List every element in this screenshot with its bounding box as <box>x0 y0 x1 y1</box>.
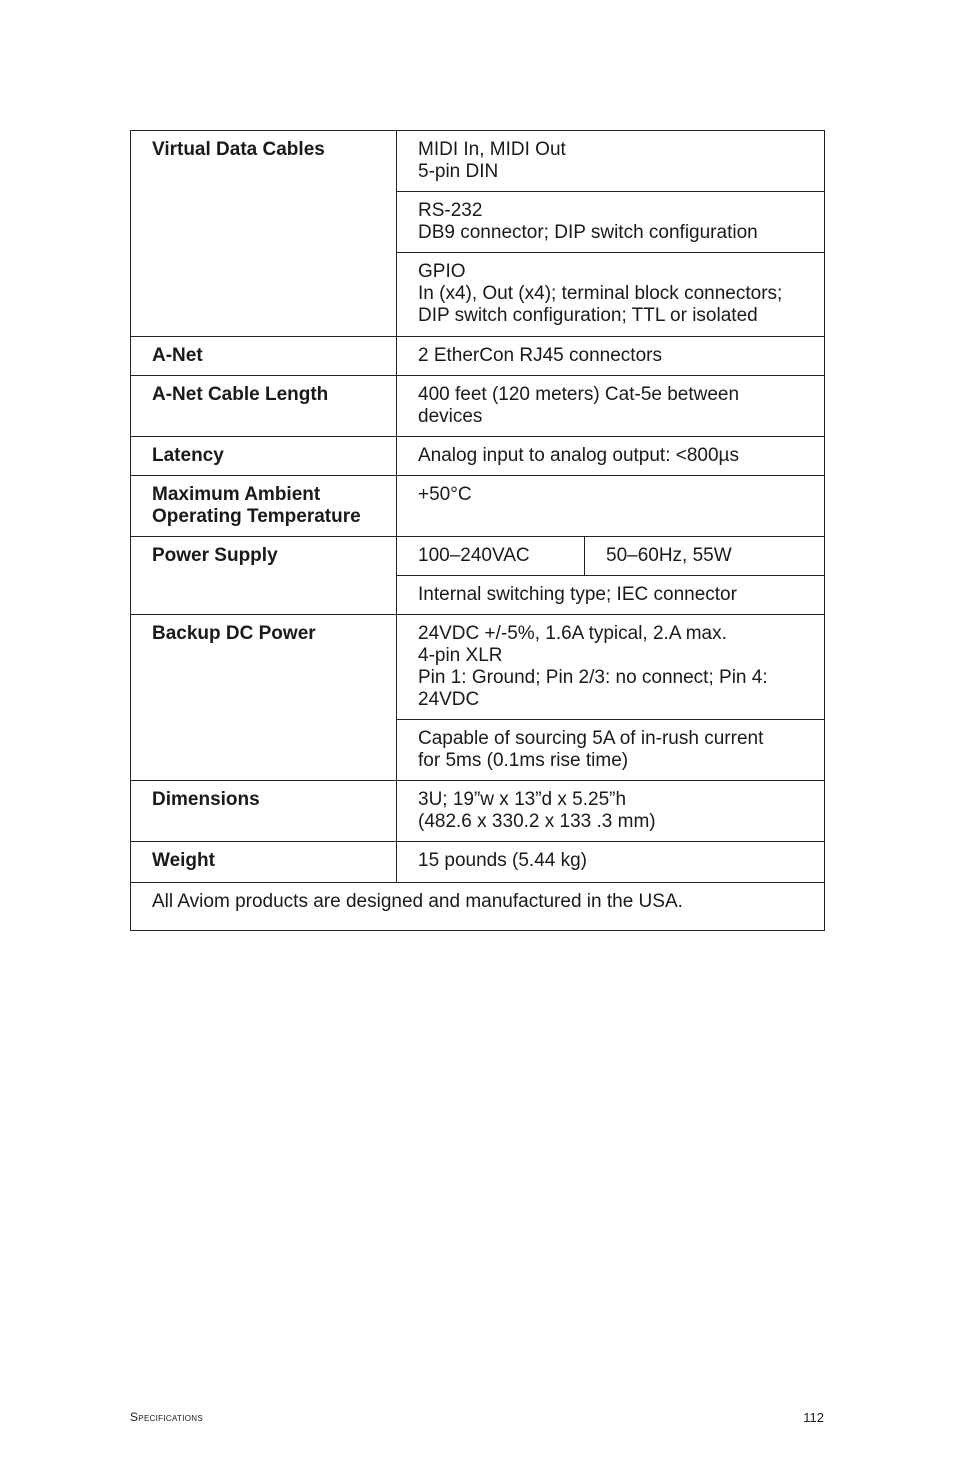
cell-power-type: Internal switching type; IEC connector <box>397 576 825 615</box>
cell-line: DB9 connector; DIP switch configuration <box>418 222 758 243</box>
cell-rs232 <box>397 192 825 253</box>
table-row <box>131 131 825 192</box>
specifications-table <box>130 130 825 931</box>
table-row <box>131 842 825 883</box>
cell-line: 5-pin DIN <box>418 161 499 182</box>
row-label-anet: A-Net <box>131 337 397 376</box>
cell-latency: Analog input to analog output: <800µs <box>397 437 825 476</box>
table-footer-note: All Aviom products are designed and manufactured in the USA. <box>131 883 825 931</box>
cell-line: 3U; 19”w x 13”d x 5.25”h <box>418 789 627 810</box>
cell-backup-dc-inrush <box>397 720 825 781</box>
row-label-dimensions: Dimensions <box>131 781 397 842</box>
table-row <box>131 781 825 842</box>
label-line: Operating Temperature <box>152 506 361 527</box>
cell-line: 24VDC <box>418 689 480 710</box>
cell-anet-cable-length <box>397 376 825 437</box>
table-row <box>131 476 825 537</box>
cell-anet: 2 EtherCon RJ45 connectors <box>397 337 825 376</box>
cell-line: Capable of sourcing 5A of in-rush current <box>418 728 764 749</box>
cell-weight: 15 pounds (5.44 kg) <box>397 842 825 883</box>
table-row <box>131 437 825 476</box>
cell-line: 4-pin XLR <box>418 645 503 666</box>
cell-line: devices <box>418 406 483 427</box>
table-row <box>131 883 825 931</box>
cell-line: (482.6 x 330.2 x 133 .3 mm) <box>418 811 656 832</box>
cell-dimensions <box>397 781 825 842</box>
row-label-anet-cable-length: A-Net Cable Length <box>131 376 397 437</box>
table-row <box>131 615 825 720</box>
table-row <box>131 376 825 437</box>
cell-gpio <box>397 253 825 337</box>
row-label-power-supply: Power Supply <box>131 537 397 615</box>
cell-backup-dc-spec <box>397 615 825 720</box>
cell-line: for 5ms (0.1ms rise time) <box>418 750 629 771</box>
cell-line: In (x4), Out (x4); terminal block connectors; <box>418 283 783 304</box>
footer-page-number: 112 <box>803 1410 824 1425</box>
cell-line: DIP switch configuration; TTL or isolated <box>418 305 758 326</box>
cell-line: Pin 1: Ground; Pin 2/3: no connect; Pin 4: <box>418 667 768 688</box>
label-line: Maximum Ambient <box>152 484 321 505</box>
cell-max-temp: +50°C <box>397 476 825 537</box>
cell-line: RS-232 <box>418 200 483 221</box>
cell-line: MIDI In, MIDI Out <box>418 139 566 160</box>
row-label-max-temp <box>131 476 397 537</box>
table-row <box>131 537 825 576</box>
cell-power-voltage: 100–240VAC <box>397 537 585 576</box>
cell-power-frequency: 50–60Hz, 55W <box>585 537 825 576</box>
table-row <box>131 337 825 376</box>
cell-line: GPIO <box>418 261 466 282</box>
cell-midi <box>397 131 825 192</box>
cell-line: 400 feet (120 meters) Cat-5e between <box>418 384 740 405</box>
cell-line: 24VDC +/-5%, 1.6A typical, 2.A max. <box>418 623 727 644</box>
footer-section-title: Specifications <box>130 1410 203 1424</box>
row-label-backup-dc: Backup DC Power <box>131 615 397 781</box>
row-label-virtual-data-cables: Virtual Data Cables <box>131 131 397 337</box>
row-label-latency: Latency <box>131 437 397 476</box>
row-label-weight: Weight <box>131 842 397 883</box>
